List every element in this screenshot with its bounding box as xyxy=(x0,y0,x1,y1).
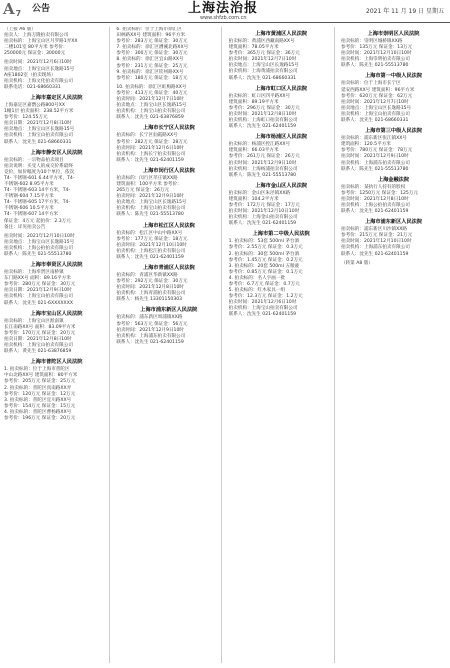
notice-line: 参考价：283万元 保证金：30万元 xyxy=(116,39,188,45)
column-4 xyxy=(341,27,446,663)
page-letter: A xyxy=(3,0,15,18)
auction-notice xyxy=(4,358,109,422)
notice-line: 联系人：沈先生 021-63876859 xyxy=(116,115,184,121)
notice-line: 参考价：413万元 保证金：40万元 xyxy=(116,90,188,96)
notice-line: 上海嘉定区嘉戬公路800号XX xyxy=(4,102,66,108)
notice-title: 上海市奉贤区人民法院 xyxy=(30,262,83,269)
notice-line: 拍卖时间：2021年12月8日10时 xyxy=(340,196,409,202)
notice-line: 3. 拍卖标的：20套 500ml 五粮液 xyxy=(228,263,300,269)
notice-title: 上海市金山区人民法院 xyxy=(255,182,308,189)
auction-notice xyxy=(341,127,446,173)
notice-line: 8. 拍卖标的：徐汇区宜山路XX号 xyxy=(116,57,184,63)
notice-line: 拍卖标的：一宗物品拍卖项目 xyxy=(4,157,64,163)
notice-line: 2. 拍卖标的：普陀区真南路XX弄 xyxy=(4,385,72,391)
auction-notice xyxy=(341,30,446,69)
auction-notice xyxy=(229,182,334,228)
notice-line: 拍卖标的：上海宝山区淞南镇 xyxy=(4,318,64,324)
page-header xyxy=(0,0,450,23)
notice-line: 拍卖标的：松江区中山中路XX号 xyxy=(116,230,183,236)
notice-line: 拍卖机构：上海黄浦拍卖有限公司 xyxy=(228,69,298,75)
notice-line: T4- 不锈钢-605 17平方米，T4- xyxy=(4,200,71,206)
auction-notice xyxy=(229,230,334,318)
notice-line: 1. 拍卖标的：位于上海市普陀区 xyxy=(4,367,70,373)
auction-notice xyxy=(229,85,334,131)
notice-line: 中山北路XX号 建筑面积：80平方米 xyxy=(4,373,78,379)
notice-title: 上海市黄浦区人民法院 xyxy=(255,31,308,37)
notice-line: 拍卖机构：上海浦东拍卖有限公司 xyxy=(340,245,410,251)
notice-line: 参考价：135万元 保证金：13万元 xyxy=(340,45,413,51)
notice-line: 联系电话：021-68660331 xyxy=(4,84,61,90)
notice-title: 上海市第一中级人民法院 xyxy=(364,73,423,80)
notice-line: 联系人：沈先生 021-62401159 xyxy=(228,124,297,130)
notice-line: 竞价，加价幅度为10个单位，依次 xyxy=(4,169,75,175)
notice-line: 拍卖标的：崇明区城桥镇XX路 xyxy=(340,39,403,44)
notice-line: 拍卖机构：上海公拍拍卖有限公司 xyxy=(340,202,410,208)
notice-title: 上海市第二中级人民法院 xyxy=(252,231,310,238)
notice-line: 拍卖标的：杨浦区控江路XX号 xyxy=(228,142,291,148)
auction-notice xyxy=(116,222,221,261)
notice-line: 拍卖地点：上海宝山区长逸路15号 xyxy=(228,63,299,69)
notice-title: 上海市闵行区人民法院 xyxy=(142,167,195,174)
auction-notice xyxy=(4,149,109,231)
notice-line: 参考价：120万元 保证金：12万元 xyxy=(4,391,76,397)
notice-line: 拍卖机构：上海金山拍卖有限公司 xyxy=(228,215,298,221)
notice-line: 联系人：陈先生 021-55513780 xyxy=(340,166,409,172)
notice-line: 拍卖标的：青浦区华新镇XX路 xyxy=(116,273,178,278)
notice-line: 拍卖时间：2021年12月6日10时 xyxy=(116,145,184,151)
notice-line: 拍卖标的：浦东新区周浦镇XX路 xyxy=(116,315,183,321)
newspaper-logo: 上海法治报 xyxy=(188,1,259,16)
notice-line: 1. 拍卖标的：53套 500ml 茅台酒 xyxy=(228,239,300,245)
notice-line: 拍卖标的：黄浦区西藏南路XX号 xyxy=(228,39,295,44)
notice-line: 联系人：沈先生 021-62401159 xyxy=(116,254,184,260)
notice-line: 联系人：黄先生 021-63876859 xyxy=(4,349,72,355)
notice-line: 保证金：4万元 起拍价：2.3万元 xyxy=(4,218,71,224)
notice-line: 拍卖机构：上海长宁拍卖有限公司 xyxy=(116,151,186,157)
notice-line: 拍卖机构：上海青浦拍卖有限公司 xyxy=(116,291,186,297)
notice-line: 联系人：沈先生 021-68660331 xyxy=(4,139,72,145)
notice-line: 东门路XX号 面积：89.16平方米 xyxy=(4,276,71,282)
notice-line: 4. 拍卖标的：名人字画一批 xyxy=(228,275,286,281)
notice-line: 二楼101室 80平方米 参考价： xyxy=(4,45,68,51)
notice-title: 上海市虹口区人民法院 xyxy=(255,85,308,92)
page-number xyxy=(3,1,21,20)
notice-line: 拍卖机构：上海文化拍卖有限公司 xyxy=(4,78,73,84)
notice-line: 拍卖机构：上海宝山拍卖有限公司 xyxy=(116,206,186,212)
notice-line: 265万元 保证金：26万元 xyxy=(116,188,170,194)
notice-line: 参考价：1250万元 保证金：125万元 xyxy=(340,190,419,196)
notice-line: 拍卖机构：上海公拍拍卖有限公司 xyxy=(4,245,73,251)
notice-line: 拍卖机构：上海浦东拍卖有限公司 xyxy=(340,160,410,166)
notice-line: A座1802室（拍卖现场） xyxy=(4,72,56,78)
notice-line: 参考价：2.55万元 保证金：0.3万元 xyxy=(228,245,303,251)
notice-line: 联系人：沈先生 021-6XXXXXXX xyxy=(4,300,73,306)
notice-line: 拍卖标的：长宁区仙霞路XX号 xyxy=(116,133,178,139)
notice-line: 田林路XX号 建筑面积：96平方米 xyxy=(116,33,186,39)
notice-line: 联系人：陈先生 021-55513780 xyxy=(116,212,184,218)
notice-line: 建筑面积：100平方米 参考价： xyxy=(116,181,182,187)
auction-notice xyxy=(341,261,446,267)
notice-line: 拍卖人：上海万隆拍卖有限公司 xyxy=(4,33,69,39)
auction-notice xyxy=(341,72,446,124)
column-1 xyxy=(4,27,110,663)
notice-line: T4- 不锈钢-603 14平方米，T4- xyxy=(4,188,71,194)
issue-date: 2021 年 11 月 19 日 星期五 xyxy=(366,8,444,15)
notice-line: 参考价：0.85万元 保证金：0.1万元 xyxy=(228,269,303,275)
notice-line: 参考价：620万元 保证金：62万元 xyxy=(340,93,413,99)
notice-line: 参考价：124.55万元 xyxy=(4,115,48,121)
notice-line: 拍卖时间：2021年12月7日10时 xyxy=(228,57,297,63)
notice-line: 拍卖机构：上海杨浦拍卖有限公司 xyxy=(228,166,298,172)
auction-notice xyxy=(4,310,109,356)
notice-line: T4- 不锈钢-607 14平方米 xyxy=(4,212,59,218)
section-title: 公告 xyxy=(32,4,51,14)
notice-line: （上接 A6 版） xyxy=(4,27,36,32)
notice-line: （转第 A8 版） xyxy=(340,260,373,266)
notice-line: 拍卖时间：2021年12月10日10时 xyxy=(4,233,75,239)
notice-line: 拍卖标的：浦东新区川沙镇XX路 xyxy=(340,227,407,233)
notice-line: 7. 拍卖标的：徐汇区漕溪北路XX号 xyxy=(116,45,189,51)
notice-line: 参考价：365万元 保证金：36万元 xyxy=(228,51,300,57)
auction-notice xyxy=(116,264,221,303)
notice-line: 参考价：177万元 保证金：18万元 xyxy=(116,236,188,242)
notice-line: 参考价：292万元 保证金：30万元 xyxy=(116,279,188,285)
notice-line: 参考价：296万元 保证金：30万元 xyxy=(228,105,300,111)
notice-line: 联系人：陈先生 021-55513780 xyxy=(4,252,72,257)
notice-line: 拍卖标的：浦东新区张江镇XX号 xyxy=(340,136,407,142)
auction-notice xyxy=(116,27,221,82)
notice-line: 10. 拍卖标的：徐汇区虹梅路XX号 xyxy=(116,84,187,90)
notice-title: 上海市杨浦区人民法院 xyxy=(255,134,308,141)
notice-line: 拍卖时间：2021年12月10日10时 xyxy=(340,239,412,245)
notice-line: 不锈钢-602 8.95平方米 xyxy=(4,181,54,187)
notice-line: 拍卖标的：位于上海市长宁区 xyxy=(340,81,401,87)
auction-notice xyxy=(4,60,109,90)
notice-line: 6. 拍卖标的：位于上海市徐汇区 xyxy=(116,27,182,32)
notice-line: 拍卖机构：上海虹口拍卖有限公司 xyxy=(228,118,298,124)
notice-line: 拍卖时间：2021年12月10日10时 xyxy=(116,242,187,248)
notice-line: 建筑面积：89.19平方米 xyxy=(228,99,279,105)
notice-title: 上海金融法院 xyxy=(377,176,410,183)
auction-notice xyxy=(4,234,109,258)
notice-line: 拍卖地点：上海宝山区长逸路15号 xyxy=(116,103,187,109)
auction-notice xyxy=(341,176,446,215)
notice-line: T4- 不锈钢-601 6.44平方米，T4- xyxy=(4,175,75,181)
notice-line: 联系人：沈先生 021-62401159 xyxy=(116,157,184,163)
auction-notice xyxy=(341,218,446,257)
notice-line: 拍卖标的：某执行人持有的股权 xyxy=(340,184,406,190)
notice-line: 拍卖时间：2021年12月9日10时 xyxy=(116,194,184,200)
notice-line: 参考价：563万元 保证金：56万元 xyxy=(116,321,188,327)
notice-line: 参考价：780万元 保证金：78万元 xyxy=(340,148,413,154)
notice-line: 拍卖地点：上海宝山区长逸路15号 xyxy=(4,66,75,72)
notice-line: 参考价：300万元 保证金：30万元 xyxy=(116,51,188,57)
notice-line: 拍卖时间：2021年12月7日10时 xyxy=(340,99,409,105)
notice-line: 不锈钢-606 10.5平方米 xyxy=(4,206,54,212)
notice-line: 延安西路XX号 建筑面积：96平方米 xyxy=(340,87,415,93)
notice-line: 拍卖时间：2021年12月8日10时 xyxy=(228,111,297,117)
notice-line: 联系人：沈先生 021-68660331 xyxy=(340,118,409,124)
notice-line: 2. 拍卖标的：30套 500ml 茅台酒 xyxy=(228,251,300,257)
notice-line: 拍卖时间：2021年12月8日10时 xyxy=(116,285,184,291)
notice-line: 联系人：陈先生 021-55513780 xyxy=(340,63,409,69)
notice-line: 拍卖时间：2021年12月9日10时 xyxy=(340,154,409,160)
notice-line: 拍卖时间：2021年12月6日10时 xyxy=(4,60,72,66)
notice-line: 不锈钢-604 7.15平方米 xyxy=(4,194,54,200)
notice-line: 拍卖时间：2021年12月10日10时 xyxy=(340,51,412,57)
notice-line: 拍卖标的：闵行区莘庄镇XX路 xyxy=(116,175,178,181)
notice-line: 拍卖地点：上海宝山区长逸路15号 xyxy=(4,239,75,245)
notice-line: 联系人：沈先生 021-62401159 xyxy=(228,312,297,318)
notice-line: 拍卖地点：上海宝山区长逸路15号 xyxy=(116,200,187,206)
notice-line: 拍卖机构：上海宝山拍卖有限公司 xyxy=(4,294,73,300)
notice-line: 拍卖时间：2021年12月6日10时 xyxy=(228,300,297,306)
notice-title: 上海市普陀区人民法院 xyxy=(30,359,83,366)
notice-line: 建筑面积：78.05平方米 xyxy=(228,45,279,51)
notice-title: 上海市青浦区人民法院 xyxy=(142,265,195,271)
notice-line: 长江南路XX号 面积：83.09平方米 xyxy=(4,324,76,330)
notice-line: 拍卖机构：上海松江拍卖有限公司 xyxy=(116,248,186,254)
notice-line: 参考价：172万元 保证金：17万元 xyxy=(228,202,300,208)
notice-line: 拍卖说明：买受人的成交价系最终 xyxy=(4,163,73,169)
notice-title: 上海市浦东新区人民法院 xyxy=(140,307,198,314)
notice-title: 上海市嘉定区人民法院 xyxy=(30,94,83,101)
notice-title: 上海市浦东新区人民法院 xyxy=(364,219,423,226)
auction-notice xyxy=(116,124,221,163)
notice-line: 参考价：196万元 保证金：20万元 xyxy=(4,415,76,421)
notice-line: 参考价：170万元 保证金：20万元 xyxy=(4,330,76,336)
notice-line: 联系人：杨先生 13301150303 xyxy=(116,297,183,303)
notice-line: 参考价：1.45万元 保证金：0.2万元 xyxy=(228,257,303,263)
notice-line: 拍卖地点：上海宝山区长逸路15号 xyxy=(340,105,412,111)
notice-title: 上海市松江区人民法院 xyxy=(142,222,195,229)
notice-line: 4. 拍卖标的：普陀区曹杨路XX号 xyxy=(4,409,72,415)
page-digit: 7 xyxy=(15,9,22,18)
notice-line: 拍卖标的：上海奉贤区南桥镇 xyxy=(4,270,64,276)
auction-notice xyxy=(4,27,109,57)
notice-line: 参考价：12.3万元 保证金：1.2万元 xyxy=(228,294,303,300)
notice-line: 参考价：215万元 保证金：21万元 xyxy=(340,233,413,239)
notice-line: 联系人：沈先生 021-68660331 xyxy=(228,75,297,81)
notice-line: 参考价：282万元 保证金：28万元 xyxy=(116,139,188,145)
notice-line: 联系人：沈先生 021-62401159 xyxy=(228,221,297,227)
column-2 xyxy=(116,27,222,663)
notice-line: 参考价：154万元 保证金：15万元 xyxy=(4,403,76,409)
notice-title: 上海市崇明区人民法院 xyxy=(367,31,420,37)
auction-notice xyxy=(4,261,109,307)
notice-line: 拍卖日期：2021年12月9日10时 xyxy=(4,288,72,294)
notice-line: 参考价：231万元 保证金：25万元 xyxy=(116,63,188,69)
notice-line: 联系人：沈先生 021-62401159 xyxy=(340,209,409,215)
notice-line: 备注：详见拍卖公告 xyxy=(4,224,46,230)
notice-line: 建筑面积：120.5平方米 xyxy=(340,142,391,148)
column-3 xyxy=(229,27,335,663)
notice-line: 拍卖时间：2021年12月7日10时 xyxy=(116,97,184,103)
auction-notice xyxy=(229,133,334,179)
notice-line: 拍卖机构：上海崇明拍卖有限公司 xyxy=(340,57,410,63)
auction-notice xyxy=(229,30,334,82)
notice-line: 拍卖地点：上海宝山区长逸路15号 xyxy=(4,127,75,133)
auction-notice xyxy=(116,167,221,219)
notice-line: 拍卖机构：上海宝山拍卖有限公司 xyxy=(4,343,73,349)
notice-line: 联系人：陈先生 021-55513780 xyxy=(228,172,297,178)
notice-line: 拍卖时间：2021年12月10日10时 xyxy=(228,209,300,215)
notice-line: 5. 拍卖标的：红木家具一组 xyxy=(228,288,286,294)
notice-line: 参考价：261万元 保证金：26万元 xyxy=(228,154,300,160)
notice-line: 参考价：205万元 保证金：25万元 xyxy=(4,379,76,385)
notice-line: 拍卖日期：2021年12月8日10时 xyxy=(4,121,72,127)
notice-line: 拍卖机构：上海宝山拍卖有限公司 xyxy=(4,133,73,139)
notice-title: 上海市第三中级人民法院 xyxy=(364,128,423,135)
notice-line: 250000元 保证金：30000元 xyxy=(4,51,66,57)
notice-line: 拍卖标的：虹口区四平路XX号 xyxy=(228,93,291,99)
notice-line: 参考价：180万元 保证金：18万元 xyxy=(116,75,188,81)
notice-line: 联系人：沈先生 021-62401159 xyxy=(116,339,184,345)
notice-line: 建筑面积：104.2平方米 xyxy=(228,196,279,202)
notice-line: 拍卖机构：上海宝山拍卖有限公司 xyxy=(340,111,410,117)
website-url: www.shfzb.com.cn xyxy=(200,15,247,21)
notice-line: 9. 拍卖标的：徐汇区钦州路XX号 xyxy=(116,69,184,75)
auction-notice xyxy=(4,94,109,146)
notice-line: 拍卖标的：上海宝山区月罗路1弄XX xyxy=(4,39,78,45)
notice-title: 上海市静安区人民法院 xyxy=(30,149,83,156)
notice-line: 拍卖机构：上海浦东拍卖有限公司 xyxy=(116,333,186,339)
notice-title: 上海市宝山区人民法院 xyxy=(30,310,83,317)
notice-line: 建筑面积：66.03平方米 xyxy=(228,148,279,154)
notice-line: 联系人：沈先生 021-62401159 xyxy=(340,251,409,257)
notice-title: 上海市长宁区人民法院 xyxy=(142,125,195,132)
notice-columns xyxy=(4,27,446,663)
notice-line: 拍卖日期：2021年12月8日10时 xyxy=(4,336,72,342)
auction-notice xyxy=(116,306,221,345)
notice-line: 拍卖时间：2021年12月9日10时 xyxy=(116,327,184,333)
notice-line: 拍卖时间：2021年12月9日10时 xyxy=(228,160,297,166)
notice-line: 参考价：280万元 保证金：30万元 xyxy=(4,282,76,288)
notice-line: 3. 拍卖标的：普陀区宜川路XX号 xyxy=(4,397,72,403)
notice-line: 拍卖标的：金山区朱泾镇XX路 xyxy=(228,190,291,196)
notice-line: 参考价：6.7万元 保证金：0.7万元 xyxy=(228,282,300,287)
auction-notice xyxy=(116,85,221,122)
notice-line: 拍卖机构：上海宝山拍卖有限公司 xyxy=(228,306,298,312)
notice-line: 拍卖机构：上海宝山拍卖有限公司 xyxy=(116,109,186,115)
notice-line: 1幢1层 拍卖面积：238.52平方米 xyxy=(4,109,74,115)
